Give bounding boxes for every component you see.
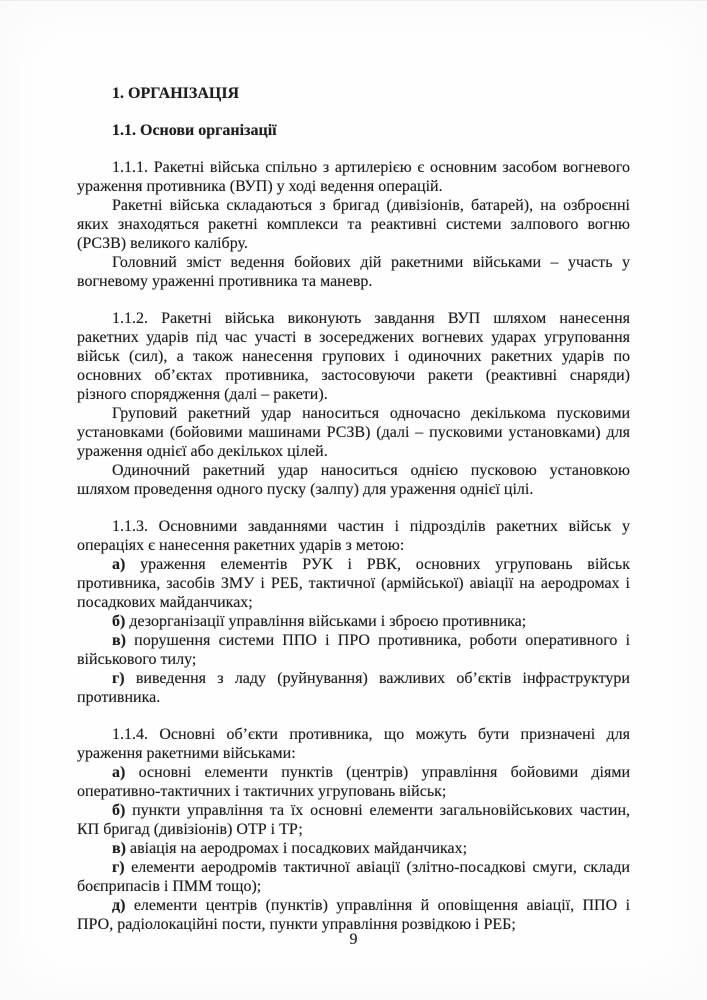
list-item-text: виведення з ладу (руйнування) важливих об’єктів інфраструктури противника.	[77, 670, 630, 706]
paragraph: Одиночний ракетний удар наноситься однією пусковою установкою шляхом проведення одного пуску (залпу) для ураження однієї цілі.	[77, 462, 630, 498]
list-item-text: ураження елементів РУК і РВК, основних угруповань військ противника, засобів ЗМУ і РЕБ, тактичної (армійської) авіації на аеродромах і посадкових майданчиках;	[77, 556, 631, 611]
list-item-marker: д)	[112, 897, 126, 914]
list-item-text: елементи аеродромів тактичної авіації (злітно-посадкові смуги, склади боєприпасів і ПММ тощо);	[77, 859, 630, 895]
page-content	[77, 84, 630, 934]
list-item-marker: в)	[112, 840, 126, 857]
list-item	[77, 631, 630, 669]
list-item-text: порушення системи ППО і ПРО противника, роботи оперативного і військового тилу;	[77, 632, 631, 668]
list-item	[77, 839, 630, 858]
paragraph: Ракетні війська складаються з бригад (дивізіонів, батарей), на озброєнні яких знаходяться ракетні комплекси та реактивні системи залпового вогню (РСЗВ) великого калібру.	[77, 197, 630, 252]
list-item	[77, 763, 630, 801]
paragraph: Груповий ракетний удар наноситься одночасно декількома пусковими установками (бойовими машинами РСЗВ) (далі – пусковими установками) для ураження однієї або декількох цілей.	[77, 405, 630, 460]
paragraph: 1.1.2. Ракетні війська виконують завдання ВУП шляхом нанесення ракетних ударів під час участі в зосереджених вогневих ударах угруповання військ (сил), а також нанесення групових і одиночних ракетних ударів по основних об’єктах противника, застосовуючи ракети (реактивні снаряди) різного спорядження (далі – ракети).	[77, 310, 630, 403]
list-item-text: авіація на аеродромах і посадкових майданчиках;	[129, 840, 468, 857]
list-item-text: елементи центрів (пунктів) управління й оповіщення авіації, ППО і ПРО, радіолокаційні пости, пункти управління розвідкою і РЕБ;	[77, 897, 631, 933]
list-item	[77, 896, 630, 934]
list-item	[77, 555, 630, 612]
list-item	[77, 858, 630, 896]
paragraph: 1.1.4. Основні об’єкти противника, що можуть бути призначені для ураження ракетними військами:	[77, 726, 630, 762]
page-number: 9	[349, 931, 358, 948]
list-item	[77, 612, 630, 631]
list-item-marker: а)	[112, 556, 126, 573]
list-item-text: основні елементи пунктів (центрів) управління бойовими діями оперативно-тактичних і тактичних угруповань військ;	[77, 764, 631, 800]
paragraph: 1.1.1. Ракетні війська спільно з артилерією є основним засобом вогневого ураження противника (ВУП) у ході ведення операцій.	[77, 159, 630, 195]
section-1-1-3	[77, 517, 630, 707]
section-heading: 1.1. Основи організації	[112, 122, 277, 139]
list-item-text: дезорганізації управління військами і зброєю противника;	[129, 613, 527, 630]
list-item-marker: б)	[112, 613, 126, 630]
section-1-1-2	[77, 309, 630, 499]
section-1-1-4	[77, 725, 630, 934]
list-item-marker: г)	[112, 670, 125, 687]
list-item-text: пункти управління та їх основні елементи загальновійськових частин, КП бригад (дивізіонів) ОТР і ТР;	[77, 802, 631, 838]
list-item-marker: г)	[112, 859, 125, 876]
section-1-1-1	[77, 158, 630, 291]
list-item-marker: а)	[112, 764, 126, 781]
chapter-heading: 1. ОРГАНІЗАЦІЯ	[112, 85, 240, 102]
list-item	[77, 801, 630, 839]
list-item-marker: в)	[112, 632, 126, 649]
paragraph: 1.1.3. Основними завданнями частин і підрозділів ракетних військ у операціях є нанесення ракетних ударів з метою:	[77, 518, 630, 554]
paragraph: Головний зміст ведення бойових дій ракетними військами – участь у вогневому ураженні противника та маневр.	[77, 254, 630, 290]
list-item-marker: б)	[112, 802, 126, 819]
list-item	[77, 669, 630, 707]
